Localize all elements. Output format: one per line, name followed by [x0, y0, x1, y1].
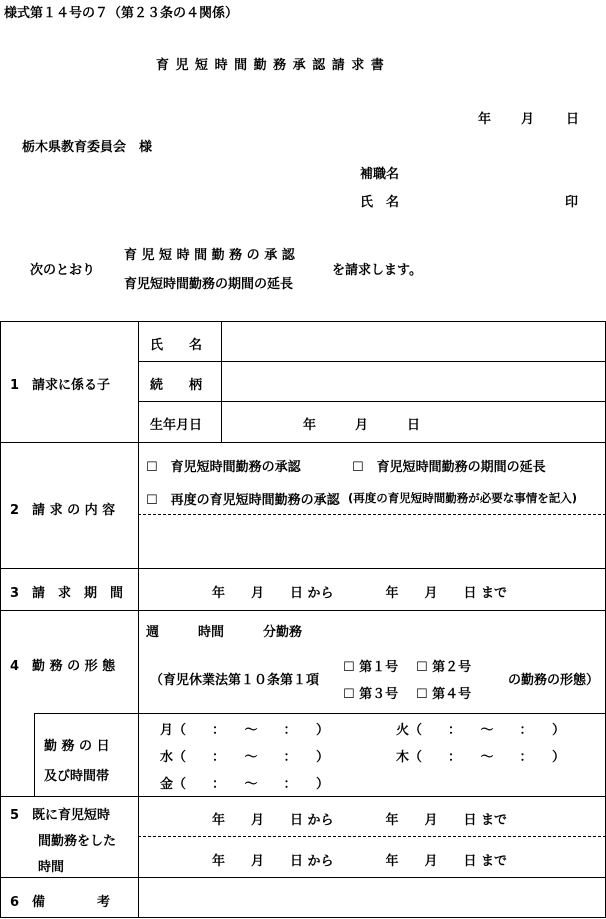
form-type-item2[interactable]: ☐ 第２号 [416, 660, 472, 675]
law-reference: （育児休業法第１０条第１項 [150, 673, 320, 688]
section1-label: 1 請求に係る子 [10, 378, 111, 393]
dashed-divider [138, 514, 606, 515]
form-type-item1[interactable]: ☐ 第１号 [343, 660, 399, 675]
applicant-name-label: 氏 名 [360, 195, 400, 210]
child-name-label: 氏 名 [150, 338, 203, 353]
row-divider [138, 401, 606, 402]
content-option-reapproval[interactable]: ☐ 再度の育児短時間勤務の承認 [146, 493, 340, 508]
section-divider [0, 568, 606, 569]
request-option-extension: 育児短時間勤務の期間の延長 [124, 277, 294, 292]
section5-label-line2: 間勤務をした [38, 834, 117, 849]
seal-mark: 印 [565, 195, 579, 210]
content-option-approval[interactable]: ☐ 育児短時間勤務の承認 [146, 460, 301, 475]
addressee: 栃木県教育委員会 様 [22, 140, 153, 155]
table-border-top [0, 321, 606, 322]
weekly-hours: 週 時間 分勤務 [146, 625, 303, 640]
table-border-bottom [0, 917, 606, 918]
column-divider [221, 321, 222, 442]
table-border-left [0, 321, 1, 918]
past-period-2: 年 月 日 から 年 月 日 まで [212, 854, 508, 869]
section5-label-line3: 時間 [38, 860, 65, 875]
request-suffix: を請求します。 [332, 263, 422, 278]
row-divider [34, 713, 606, 714]
section4-label: 4 勤 務 の 形 態 [10, 659, 116, 674]
form-type-item3[interactable]: ☐ 第３号 [343, 687, 399, 702]
past-period-1: 年 月 日 から 年 月 日 まで [212, 813, 508, 828]
section6-label: 6 備 考 [10, 895, 111, 910]
page-title: 育 児 短 時 間 勤 務 承 認 請 求 書 [156, 58, 385, 73]
request-period: 年 月 日 から 年 月 日 まで [212, 586, 508, 601]
content-option-extension[interactable]: ☐ 育児短時間勤務の期間の延長 [352, 460, 546, 475]
tuesday-hours: 火（ ： 〜 ： ） [396, 723, 566, 738]
section-divider [0, 610, 606, 611]
form-type-item4[interactable]: ☐ 第４号 [416, 687, 472, 702]
request-option-approval: 育 児 短 時 間 勤 務 の 承 認 [124, 248, 295, 263]
row-divider [138, 361, 606, 362]
column-divider [138, 321, 139, 918]
section3-label: 3 請 求 期 間 [10, 586, 124, 601]
position-label: 補職名 [360, 167, 400, 182]
monday-hours: 月（ ： 〜 ： ） [160, 723, 330, 738]
date-month: 月 [521, 112, 535, 127]
work-days-label: 勤 務 の 日 [44, 739, 110, 754]
dashed-divider [138, 836, 606, 837]
section-divider [0, 877, 606, 878]
child-relation-label: 続 柄 [150, 378, 203, 393]
form-number: 様式第１４号の７（第２３条の４関係） [4, 6, 239, 21]
section-divider [0, 442, 606, 443]
date-year: 年 [478, 112, 492, 127]
reapproval-note: (再度の育児短時間勤務が必要な事情を記入) [348, 491, 578, 505]
wednesday-hours: 水（ ： 〜 ： ） [160, 750, 330, 765]
thursday-hours: 木（ ： 〜 ： ） [396, 750, 566, 765]
section-divider [0, 796, 606, 797]
column-divider [34, 713, 35, 796]
child-birth-value: 年 月 日 [303, 418, 421, 433]
child-birth-label: 生年月日 [150, 418, 203, 433]
request-prefix: 次のとおり [30, 263, 96, 278]
friday-hours: 金（ ： 〜 ： ） [160, 777, 330, 792]
section5-label-line1: 5 既に育児短時 [10, 808, 111, 823]
form-type-suffix: の勤務の形態） [508, 673, 600, 688]
date-day: 日 [566, 112, 580, 127]
section2-label: 2 請 求 の 内 容 [10, 503, 116, 518]
work-times-label: 及び時間帯 [44, 769, 110, 784]
